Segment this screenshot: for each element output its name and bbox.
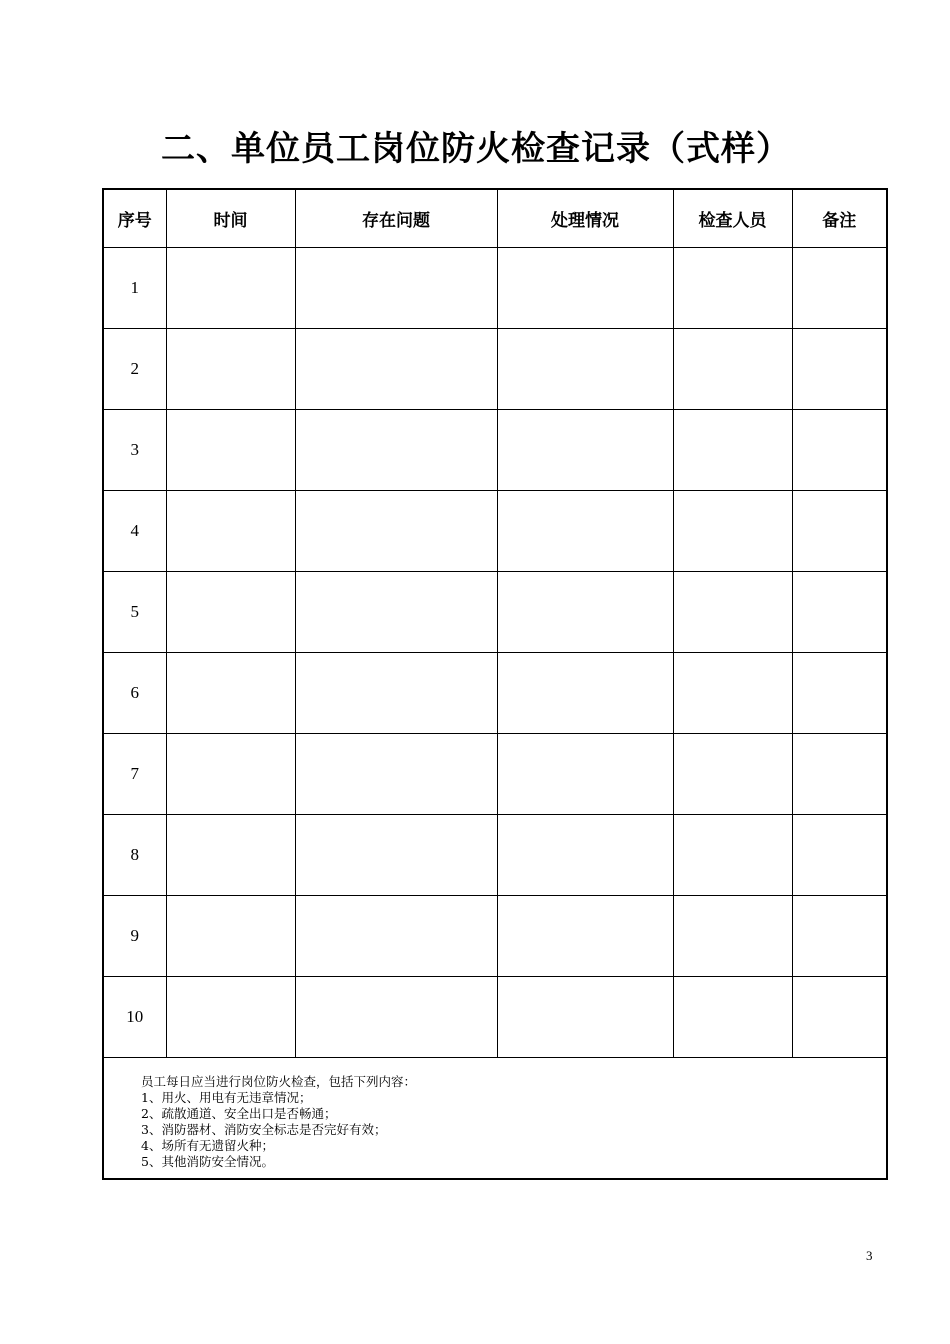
row-seq-cell: 7 (103, 734, 166, 815)
table-row (103, 329, 887, 410)
issue-cell (295, 815, 497, 896)
header-seq: 序号 (103, 189, 166, 248)
time-cell (166, 329, 295, 410)
table-row (103, 572, 887, 653)
notes-cell (103, 1058, 887, 1180)
issue-cell (295, 896, 497, 977)
inspector-cell (673, 896, 792, 977)
time-cell (166, 572, 295, 653)
remark-cell (792, 329, 887, 410)
issue-cell (295, 410, 497, 491)
time-cell (166, 815, 295, 896)
remark-cell (792, 734, 887, 815)
inspector-cell (673, 248, 792, 329)
inspector-cell (673, 815, 792, 896)
inspector-cell (673, 410, 792, 491)
issue-cell (295, 734, 497, 815)
row-seq-cell: 1 (103, 248, 166, 329)
handling-cell (497, 491, 673, 572)
page-number: 3 (866, 1248, 873, 1263)
table-row (103, 734, 887, 815)
handling-cell (497, 653, 673, 734)
table-header-row (103, 189, 887, 248)
header-remark: 备注 (792, 189, 887, 248)
remark-cell (792, 248, 887, 329)
header-handling: 处理情况 (497, 189, 673, 248)
handling-cell (497, 977, 673, 1058)
handling-cell (497, 248, 673, 329)
time-cell (166, 410, 295, 491)
inspector-cell (673, 653, 792, 734)
inspector-cell (673, 734, 792, 815)
inspector-cell (673, 977, 792, 1058)
remark-cell (792, 410, 887, 491)
inspection-notes (104, 1058, 886, 1170)
issue-cell (295, 977, 497, 1058)
table-row (103, 896, 887, 977)
table-row (103, 977, 887, 1058)
issue-cell (295, 653, 497, 734)
inspection-record-table (102, 188, 888, 1180)
handling-cell (497, 815, 673, 896)
remark-cell (792, 896, 887, 977)
issue-cell (295, 572, 497, 653)
handling-cell (497, 329, 673, 410)
handling-cell (497, 572, 673, 653)
table-row (103, 815, 887, 896)
time-cell (166, 977, 295, 1058)
table-row (103, 248, 887, 329)
time-cell (166, 248, 295, 329)
notes-item: 3、消防器材、消防安全标志是否完好有效； (141, 1122, 387, 1137)
notes-item: 4、场所有无遗留火种； (141, 1138, 274, 1153)
document-title: 二、单位员工岗位防火检查记录（式样） (161, 129, 791, 169)
remark-cell (792, 572, 887, 653)
time-cell (166, 491, 295, 572)
notes-item: 5、其他消防安全情况。 (141, 1154, 274, 1169)
row-seq-cell: 2 (103, 329, 166, 410)
time-cell (166, 734, 295, 815)
row-seq-cell: 9 (103, 896, 166, 977)
remark-cell (792, 491, 887, 572)
issue-cell (295, 491, 497, 572)
handling-cell (497, 734, 673, 815)
notes-item: 1、用火、用电有无违章情况； (141, 1090, 312, 1105)
header-time: 时间 (166, 189, 295, 248)
inspector-cell (673, 329, 792, 410)
header-inspector: 检查人员 (673, 189, 792, 248)
row-seq-cell: 4 (103, 491, 166, 572)
table-row (103, 410, 887, 491)
time-cell (166, 896, 295, 977)
header-issue: 存在问题 (295, 189, 497, 248)
inspector-cell (673, 572, 792, 653)
notes-item: 2、疏散通道、安全出口是否畅通； (141, 1106, 337, 1121)
row-seq-cell: 8 (103, 815, 166, 896)
notes-intro: 员工每日应当进行岗位防火检查，包括下列内容： (141, 1074, 417, 1089)
table-row (103, 491, 887, 572)
notes-row (103, 1058, 887, 1180)
inspector-cell (673, 491, 792, 572)
time-cell (166, 653, 295, 734)
remark-cell (792, 977, 887, 1058)
row-seq-cell: 5 (103, 572, 166, 653)
row-seq-cell: 10 (103, 977, 166, 1058)
row-seq-cell: 6 (103, 653, 166, 734)
remark-cell (792, 815, 887, 896)
issue-cell (295, 248, 497, 329)
handling-cell (497, 410, 673, 491)
handling-cell (497, 896, 673, 977)
table-row (103, 653, 887, 734)
issue-cell (295, 329, 497, 410)
remark-cell (792, 653, 887, 734)
row-seq-cell: 3 (103, 410, 166, 491)
